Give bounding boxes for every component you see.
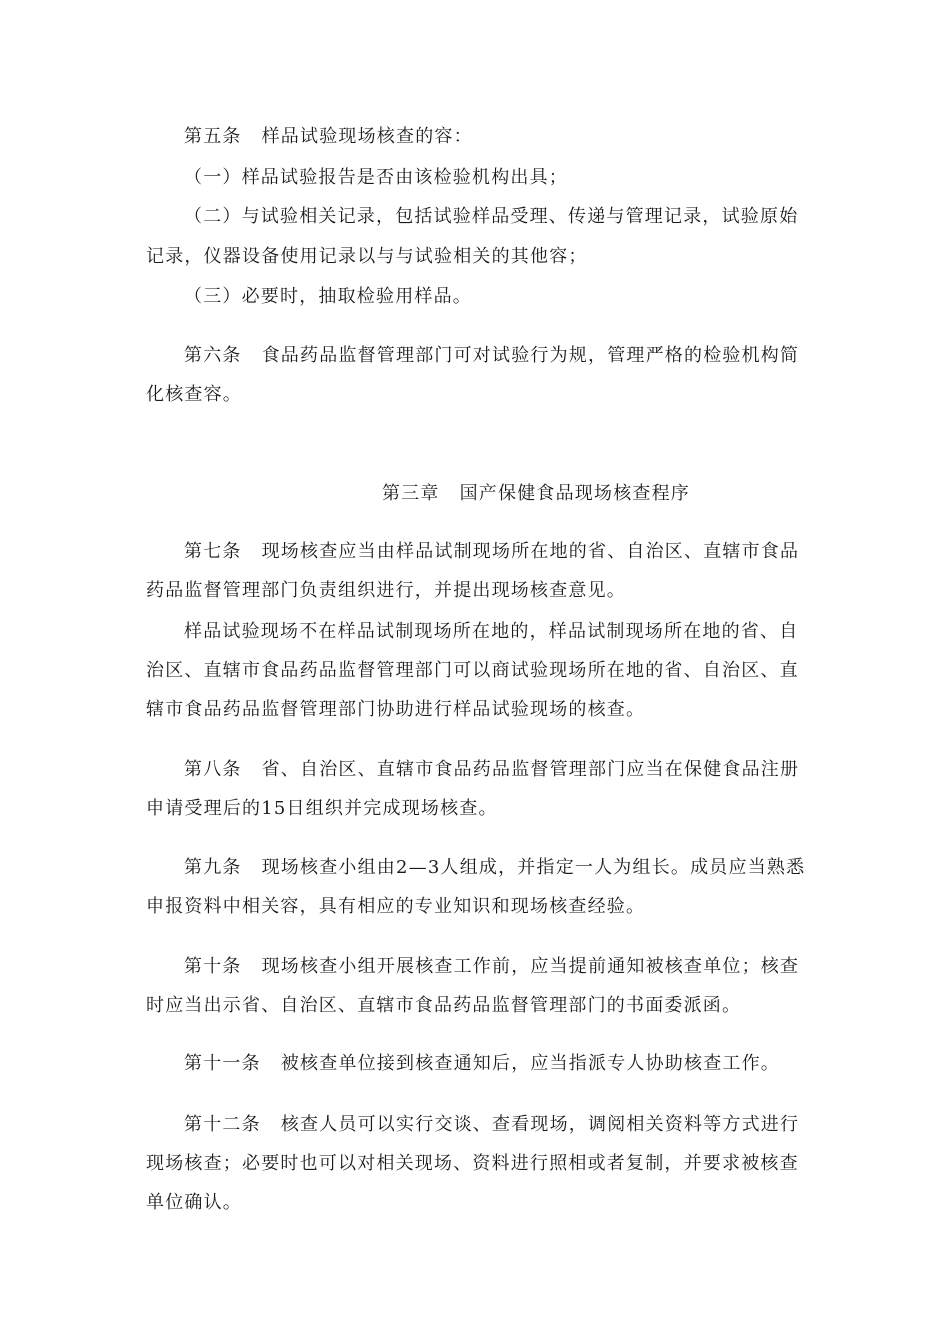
article-7-text-1: 现场核查应当由样品试制现场所在地的省、自治区、直辖市食品 xyxy=(261,541,800,562)
article-9-line-1 xyxy=(184,856,806,880)
article-7-para-2-line-2: 治区、直辖市食品药品监督管理部门可以商试验现场所在地的省、自治区、直 xyxy=(146,660,799,681)
article-5-item-2-line-1: （二）与试验相关记录，包括试验样品受理、传递与管理记录，试验原始 xyxy=(184,206,799,227)
article-10-text-1: 现场核查小组开展核查工作前，应当提前通知被核查单位；核查 xyxy=(261,956,800,977)
article-7-line-2: 药品监督管理部门负责组织进行，并提出现场核查意见。 xyxy=(146,580,626,601)
article-9-text-1: 现场核查小组由2—3人组成，并指定一人为组长。成员应当熟悉 xyxy=(261,857,806,878)
article-12-line-1 xyxy=(184,1113,806,1137)
article-12-label: 第十二条 xyxy=(184,1114,261,1135)
article-7-para-2-line-1: 样品试验现场不在样品试制现场所在地的，样品试制现场所在地的省、自 xyxy=(184,621,799,642)
article-12-line-2: 现场核查；必要时也可以对相关现场、资料进行照相或者复制，并要求被核查 xyxy=(146,1153,799,1174)
article-6-line-2: 化核查容。 xyxy=(146,384,242,405)
article-5-item-2-line-2: 记录，仪器设备使用记录以与与试验相关的其他容； xyxy=(146,246,588,267)
article-9-line-2: 申报资料中相关容，具有相应的专业知识和现场核查经验。 xyxy=(146,896,646,917)
chapter-3-title: 国产保健食品现场核查程序 xyxy=(459,483,690,504)
article-5-heading xyxy=(184,125,806,149)
article-12-line-3: 单位确认。 xyxy=(146,1192,242,1213)
article-5-item-3: （三）必要时，抽取检验用样品。 xyxy=(184,286,472,307)
article-10-line-1 xyxy=(184,955,806,979)
article-12-text-1: 核查人员可以实行交谈、查看现场，调阅相关资料等方式进行 xyxy=(280,1114,800,1135)
article-9-label: 第九条 xyxy=(184,857,242,878)
article-6-line-1 xyxy=(184,344,806,368)
article-6-label: 第六条 xyxy=(184,345,242,366)
article-11-line-1 xyxy=(184,1052,806,1076)
article-7-para-2-line-3: 辖市食品药品监督管理部门协助进行样品试验现场的核查。 xyxy=(146,699,646,720)
article-6-text-1: 食品药品监督管理部门可对试验行为规，管理严格的检验机构简 xyxy=(261,345,800,366)
chapter-3-heading xyxy=(0,482,950,506)
article-7-line-1 xyxy=(184,540,806,564)
article-10-line-2: 时应当出示省、自治区、直辖市食品药品监督管理部门的书面委派函。 xyxy=(146,995,742,1016)
article-8-line-1 xyxy=(184,758,806,782)
article-11-label: 第十一条 xyxy=(184,1053,261,1074)
article-8-line-2: 申请受理后的15日组织并完成现场核查。 xyxy=(146,798,498,819)
article-8-label: 第八条 xyxy=(184,759,242,780)
article-5-item-1: （一）样品试验报告是否由该检验机构出具； xyxy=(184,167,568,188)
article-8-text-1: 省、自治区、直辖市食品药品监督管理部门应当在保健食品注册 xyxy=(261,759,800,780)
article-11-text-1: 被核查单位接到核查通知后，应当指派专人协助核查工作。 xyxy=(280,1053,781,1074)
article-10-label: 第十条 xyxy=(184,956,242,977)
article-5-label: 第五条 xyxy=(184,126,242,147)
article-7-label: 第七条 xyxy=(184,541,242,562)
chapter-3-label: 第三章 xyxy=(381,483,440,504)
article-5-title: 样品试验现场核查的容： xyxy=(261,126,473,147)
